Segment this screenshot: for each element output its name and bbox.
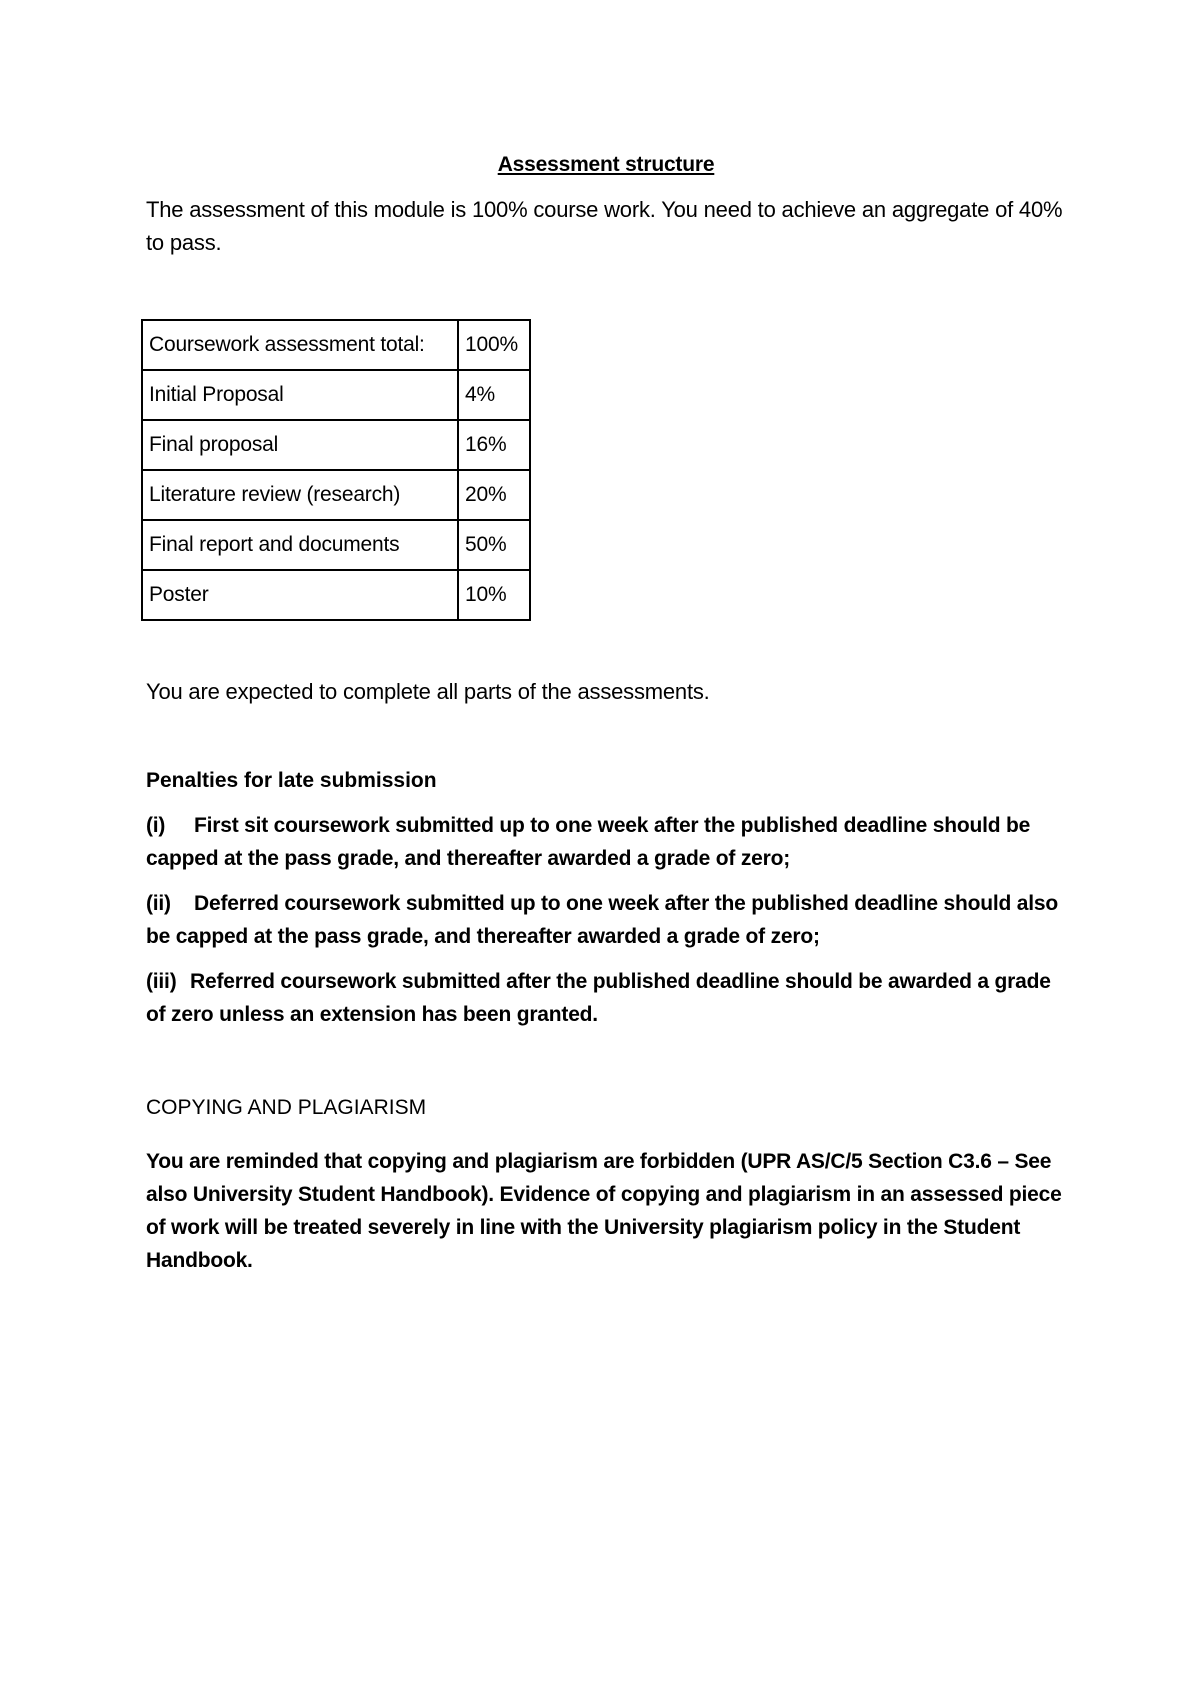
table-cell-label: Poster — [142, 570, 458, 620]
penalty-item — [146, 887, 1066, 953]
table-cell-value: 10% — [458, 570, 530, 620]
penalty-number: (i) — [146, 814, 166, 837]
plagiarism-paragraph: You are reminded that copying and plagiarism are forbidden (UPR AS/C/5 Section C3.6 – See also University Student Handbook). Evidence of copying and plagiarism in an assessed piece of work will be treated severely in line with the University plagiarism policy in the Student Handbook. — [146, 1150, 1062, 1272]
table-cell-label: Initial Proposal — [142, 370, 458, 420]
table-cell-label: Final proposal — [142, 420, 458, 470]
table-cell-value: 16% — [458, 420, 530, 470]
table-row — [142, 320, 530, 370]
penalties-heading: Penalties for late submission — [146, 769, 437, 792]
table-cell-label: Coursework assessment total: — [142, 320, 458, 370]
table-row — [142, 520, 530, 570]
penalty-number: (ii) — [146, 892, 171, 915]
penalty-text: First sit coursework submitted up to one week after the published deadline should be capped at the pass grade, and thereafter awarded a grade of zero; — [146, 814, 1031, 870]
expected-paragraph: You are expected to complete all parts of the assessments. — [146, 679, 710, 704]
table-cell-label: Literature review (research) — [142, 470, 458, 520]
table-cell-value: 20% — [458, 470, 530, 520]
penalty-item — [146, 809, 1066, 875]
table-cell-value: 50% — [458, 520, 530, 570]
assessment-table — [141, 319, 531, 621]
penalty-item — [146, 965, 1066, 1031]
table-cell-value: 100% — [458, 320, 530, 370]
table-row — [142, 470, 530, 520]
plagiarism-heading: COPYING AND PLAGIARISM — [146, 1096, 427, 1119]
table-row — [142, 570, 530, 620]
document-content — [146, 148, 1066, 1298]
penalty-text: Referred coursework submitted after the published deadline should be awarded a grade of zero unless an extension has been granted. — [146, 970, 1051, 1026]
table-row — [142, 370, 530, 420]
table-cell-value: 4% — [458, 370, 530, 420]
page-title: Assessment structure — [497, 153, 715, 176]
table-row — [142, 420, 530, 470]
intro-paragraph: The assessment of this module is 100% course work. You need to achieve an aggregate of 40% to pass. — [146, 197, 1063, 255]
penalty-number: (iii) — [146, 970, 177, 993]
penalty-text: Deferred coursework submitted up to one week after the published deadline should also be capped at the pass grade, and thereafter awarded a grade of zero; — [146, 892, 1058, 948]
table-cell-label: Final report and documents — [142, 520, 458, 570]
